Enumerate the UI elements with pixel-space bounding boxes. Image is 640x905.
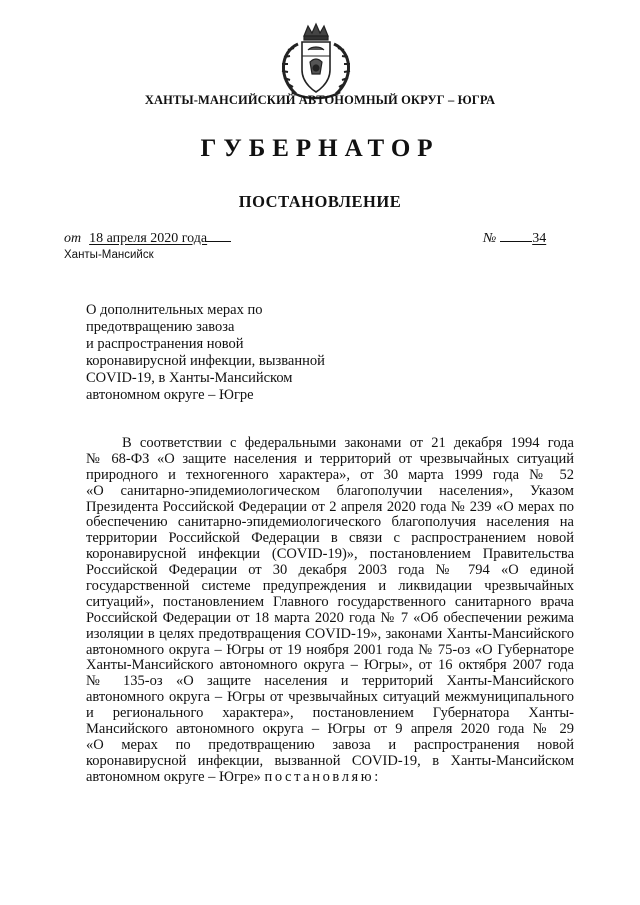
- document-number: 34: [532, 231, 547, 246]
- body-line: изоляции в целях предотвращения COVID-19», законами Ханты-Мансийского: [86, 625, 574, 642]
- subject-line: автономном округе – Югре: [86, 386, 254, 403]
- body-line: территории Российской Федерации в связи с распространением новой: [86, 530, 574, 547]
- number-prefix: №: [483, 231, 497, 246]
- body-line: автономного округа – Югры от 19 ноября 2001 года № 75-оз «О Губернаторе: [86, 641, 574, 658]
- governor-title: ГУБЕРНАТОР: [200, 135, 440, 162]
- subject-block: [86, 302, 325, 403]
- body-line: государственной системе предупреждения и ликвидации чрезвычайных: [86, 578, 574, 595]
- body-line: коронавирусной инфекции (COVID-19)», постановлением Правительства: [86, 546, 574, 563]
- document-type-title: ПОСТАНОВЛЕНИЕ: [238, 192, 402, 211]
- body-line: автономного округа – Югры от чрезвычайных ситуаций межмуниципального: [86, 689, 574, 706]
- body-line: и регионального характера», постановлением Губернатора Ханты-: [86, 705, 574, 722]
- body-line: «О санитарно-эпидемиологическом благополучии населения», Указом: [86, 482, 574, 499]
- subject-line: COVID-19, в Ханты-Мансийском: [86, 369, 293, 386]
- subject-line: и распространения новой: [86, 335, 244, 352]
- body-last-text: автономном округе – Югре»: [86, 768, 261, 785]
- document-date: 18 апреля 2020 года: [89, 231, 208, 246]
- coat-of-arms-emblem: [274, 22, 358, 102]
- subject-line: О дополнительных мерах по: [86, 302, 263, 318]
- body-line: Президента Российской Федерации от 2 апреля 2020 года № 239 «О мерах по: [86, 498, 574, 515]
- body-line-final: [86, 770, 574, 786]
- body-line: природного и техногенного характера», от 30 марта 1999 года № 52: [86, 466, 574, 483]
- subject-line: коронавирусной инфекции, вызванной: [86, 352, 325, 369]
- date-prefix: от: [64, 231, 82, 246]
- body-line: Мансийского автономного округа – Югры от 9 апреля 2020 года № 29: [86, 721, 574, 738]
- resolve-word: постановляю:: [264, 768, 381, 785]
- body-line: № 135-оз «О защите населения и территорий Ханты-Мансийского: [86, 673, 574, 690]
- number-line: [483, 231, 546, 247]
- body-line: коронавирусной инфекции, вызванной COVID-19, в Ханты-Мансийском: [86, 752, 574, 769]
- city-name: Ханты-Мансийск: [64, 249, 154, 261]
- subject-line: предотвращению завоза: [86, 318, 235, 335]
- body-line: «О мерах по предотвращению завоза и распространения новой: [86, 736, 574, 753]
- preamble-paragraph: [86, 436, 574, 786]
- body-line: В соответствии с федеральными законами от 21 декабря 1994 года: [122, 435, 574, 451]
- body-line: обеспечению санитарно-эпидемиологического благополучия населения на: [86, 514, 574, 531]
- body-line: Российской Федерации от 18 марта 2020 года № 7 «Об обеспечении режима: [86, 609, 574, 626]
- region-header: ХАНТЫ-МАНСИЙСКИЙ АВТОНОМНЫЙ ОКРУГ – ЮГРА: [144, 93, 496, 107]
- date-line: [64, 231, 231, 247]
- body-line: Ханты-Мансийского автономного округа – Югры», от 16 октября 2007 года: [86, 657, 574, 674]
- body-line: № 68-ФЗ «О защите населения и территорий от чрезвычайных ситуаций: [86, 450, 574, 467]
- body-line: ситуаций», постановлением Главного государственного санитарного врача: [86, 593, 574, 610]
- body-line: Российской Федерации от 30 декабря 2003 года № 794 «О единой: [86, 562, 574, 579]
